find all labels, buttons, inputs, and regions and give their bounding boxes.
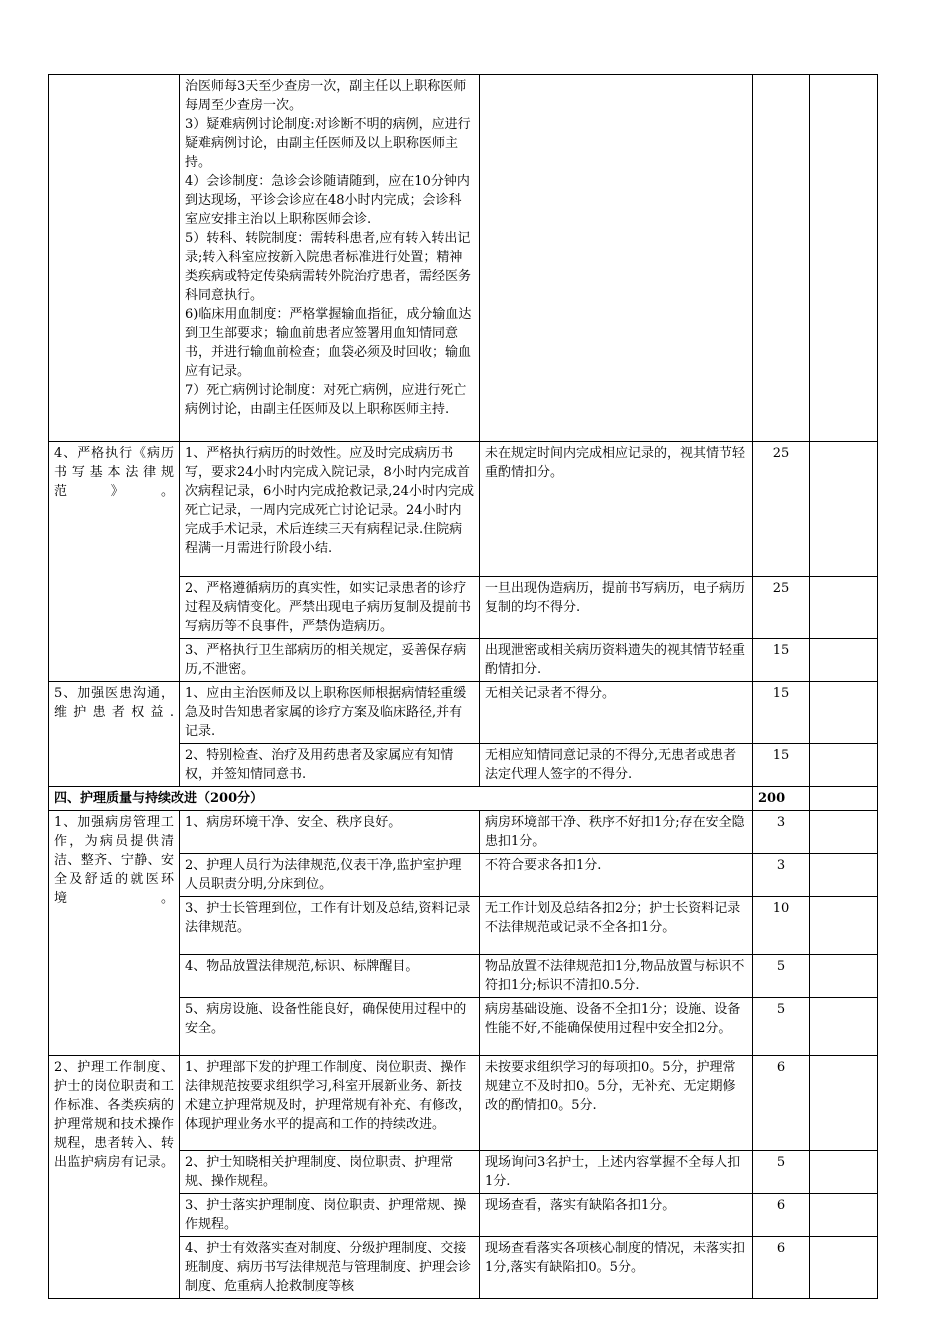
score-cell: 15 (753, 682, 810, 744)
score-cell: 3 (753, 854, 810, 897)
standard-cell: 5、病房设施、设备性能良好，确保使用过程中的安全。 (180, 998, 480, 1056)
table-row (49, 811, 878, 854)
score-cell: 5 (753, 998, 810, 1056)
score-cell: 6 (753, 1194, 810, 1237)
actual-score-cell (810, 854, 878, 897)
category-cell: 2、护理工作制度、护士的岗位职责和工作标准、各类疾病的护理常规和技术操作规程，患者转入、转出监护病房有记录。 (49, 1056, 180, 1299)
section-header-row (49, 787, 878, 811)
category-cell: 4、严格执行《病历书写基本法律规范》。 (49, 442, 180, 682)
actual-score-cell (810, 1056, 878, 1151)
actual-score-cell (810, 1194, 878, 1237)
actual-score-cell (810, 897, 878, 955)
actual-score-cell (810, 1237, 878, 1299)
deduction-cell: 未在规定时间内完成相应记录的，视其情节轻重酌情扣分。 (480, 442, 753, 577)
standard-cell: 2、特别检查、治疗及用药患者及家属应有知情权，并签知情同意书. (180, 744, 480, 787)
actual-score-cell (810, 682, 878, 744)
table-row (49, 442, 878, 577)
score-cell: 15 (753, 639, 810, 682)
deduction-cell: 不符合要求各扣1分. (480, 854, 753, 897)
deduction-cell: 病房环境部干净、秩序不好扣1分;存在安全隐患扣1分。 (480, 811, 753, 854)
standard-cell: 3、护士落实护理制度、岗位职责、护理常规、操作规程。 (180, 1194, 480, 1237)
actual-score-cell (810, 811, 878, 854)
deduction-cell: 现场查看落实各项核心制度的情况，未落实扣1分,落实有缺陷扣0。5分。 (480, 1237, 753, 1299)
actual-score-cell (810, 1151, 878, 1194)
table-row (49, 75, 878, 442)
standard-cell: 4、物品放置法律规范,标识、标牌醒目。 (180, 955, 480, 998)
standard-cell: 2、护理人员行为法律规范,仪表干净,监护室护理人员职责分明,分床到位。 (180, 854, 480, 897)
deduction-cell: 未按要求组织学习的每项扣0。5分，护理常规建立不及时扣0。5分，无补充、无定期修改的酌情扣0。5分. (480, 1056, 753, 1151)
standard-cell: 1、应由主治医师及以上职称医师根据病情轻重缓急及时告知患者家属的诊疗方案及临床路径,并有记录. (180, 682, 480, 744)
table-row (49, 1056, 878, 1151)
score-cell: 25 (753, 577, 810, 639)
standard-cell: 1、病房环境干净、安全、秩序良好。 (180, 811, 480, 854)
category-cell: 5、加强医患沟通，维护患者权益. (49, 682, 180, 787)
evaluation-table (48, 74, 878, 1299)
deduction-cell: 出现泄密或相关病历资料遗失的视其情节轻重酌情扣分. (480, 639, 753, 682)
score-cell: 3 (753, 811, 810, 854)
standard-cell: 4、护士有效落实查对制度、分级护理制度、交接班制度、病历书写法律规范与管理制度、护理会诊制度、危重病人抢救制度等核 (180, 1237, 480, 1299)
score-cell: 25 (753, 442, 810, 577)
actual-score-cell (810, 442, 878, 577)
deduction-cell: 无工作计划及总结各扣2分；护士长资料记录不法律规范或记录不全各扣1分。 (480, 897, 753, 955)
score-cell: 15 (753, 744, 810, 787)
actual-score-cell (810, 787, 878, 811)
standard-cell: 1、护理部下发的护理工作制度、岗位职责、操作法律规范按要求组织学习,科室开展新业务、新技术建立护理常规及时，护理常规有补充、有修改，体现护理业务水平的提高和工作的持续改进。 (180, 1056, 480, 1151)
deduction-cell: 现场询问3名护士，上述内容掌握不全每人扣1分. (480, 1151, 753, 1194)
score-cell: 6 (753, 1237, 810, 1299)
standard-cell: 治医师每3天至少查房一次，副主任以上职称医师每周至少查房一次。 3）疑难病例讨论制度:对诊断不明的病例，应进行疑难病例讨论，由副主任医师及以上职称医师主持。 4）会诊制度：急诊会诊随请随到，应在10分钟内到达现场，平诊会诊应在48小时内完成；会诊科室应安排主治以上职称医师会诊. 5）转科、转院制度：需转科患者,应有转入转出记录;转入科室应按新入院患者标准进行处置；精神类疾病或特定传染病需转外院治疗患者，需经医务科同意执行。 6)临床用血制度：严格掌握输血指征，成分输血达到卫生部要求；输血前患者应签署用血知情同意书，并进行输血前检查；血袋必须及时回收；输血应有记录。 7）死亡病例讨论制度：对死亡病例，应进行死亡病例讨论，由副主任医师及以上职称医师主持. (180, 75, 480, 442)
actual-score-cell (810, 744, 878, 787)
score-cell: 5 (753, 955, 810, 998)
actual-score-cell (810, 75, 878, 442)
actual-score-cell (810, 955, 878, 998)
deduction-cell: 病房基础设施、设备不全扣1分；设施、设备性能不好,不能确保使用过程中安全扣2分。 (480, 998, 753, 1056)
deduction-cell: 一旦出现伪造病历，提前书写病历，电子病历复制的均不得分. (480, 577, 753, 639)
deduction-cell (480, 75, 753, 442)
category-cell: 1、加强病房管理工作，为病员提供清洁、整齐、宁静、安全及舒适的就医环境。 (49, 811, 180, 1056)
category-cell (49, 75, 180, 442)
standard-cell: 2、护士知晓相关护理制度、岗位职责、护理常规、操作规程。 (180, 1151, 480, 1194)
deduction-cell: 无相应知情同意记录的不得分,无患者或患者法定代理人签字的不得分. (480, 744, 753, 787)
section-title: 四、护理质量与持续改进（200分） (49, 787, 753, 811)
standard-cell: 1、严格执行病历的时效性。应及时完成病历书写，要求24小时内完成入院记录，8小时内完成首次病程记录，6小时内完成抢救记录,24小时内完成死亡记录，一周内完成死亡讨论记录。24小时内完成手术记录，术后连续三天有病程记录.住院病程满一月需进行阶段小结. (180, 442, 480, 577)
actual-score-cell (810, 639, 878, 682)
section-score: 200 (753, 787, 810, 811)
actual-score-cell (810, 577, 878, 639)
standard-cell: 2、严格遵循病历的真实性，如实记录患者的诊疗过程及病情变化。严禁出现电子病历复制及提前书写病历等不良事件，严禁伪造病历。 (180, 577, 480, 639)
score-cell (753, 75, 810, 442)
score-cell: 6 (753, 1056, 810, 1151)
deduction-cell: 现场查看，落实有缺陷各扣1分。 (480, 1194, 753, 1237)
deduction-cell: 物品放置不法律规范扣1分,物品放置与标识不符扣1分;标识不清扣0.5分. (480, 955, 753, 998)
standard-cell: 3、护士长管理到位，工作有计划及总结,资料记录法律规范。 (180, 897, 480, 955)
standard-cell: 3、严格执行卫生部病历的相关规定，妥善保存病历,不泄密。 (180, 639, 480, 682)
deduction-cell: 无相关记录者不得分。 (480, 682, 753, 744)
score-cell: 10 (753, 897, 810, 955)
table-row (49, 682, 878, 744)
actual-score-cell (810, 998, 878, 1056)
score-cell: 5 (753, 1151, 810, 1194)
